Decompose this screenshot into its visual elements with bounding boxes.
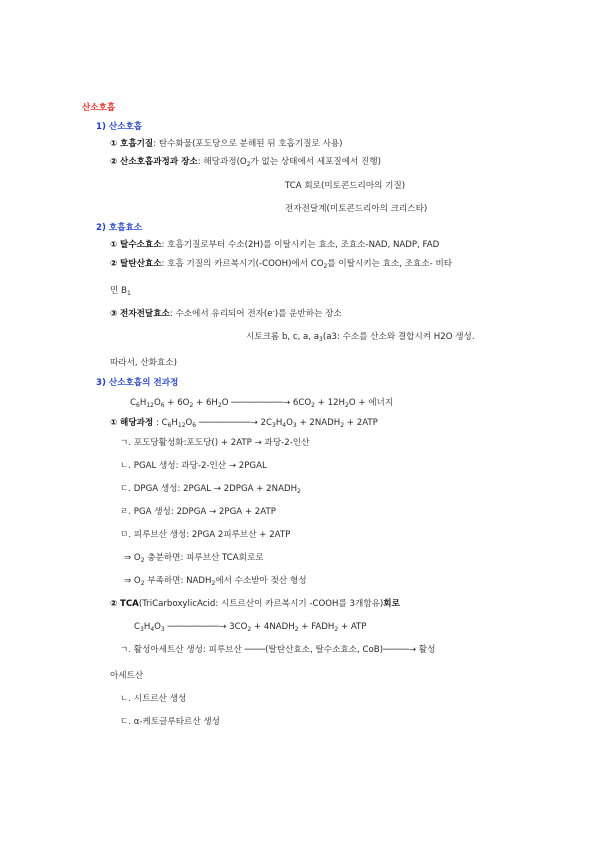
eq-part: O <box>286 418 293 428</box>
line-part: 부족하면: NADH <box>144 576 212 586</box>
eq-part: + 2NADH <box>296 418 341 428</box>
eq-sub: 3 <box>160 626 165 633</box>
s1-item2-num: ② <box>110 157 118 167</box>
line-part: 충분하면: 피루브산 TCA회로로 <box>144 553 264 563</box>
eq-sub: 2 <box>217 402 222 409</box>
tca-step-3: ㄷ. α-케토글루타르산 생성 <box>120 717 220 727</box>
s1-item1-label: 호흡기질 <box>120 139 154 149</box>
tca-label-a: TCA <box>120 599 139 609</box>
eq-part: + 6O <box>164 398 190 408</box>
s1-etc-line: 전자전달계(미토콘드리아의 크리스타) <box>285 204 428 214</box>
s2-conclusion: 따라서, 산화효소) <box>110 358 177 368</box>
eq-sub: 3 <box>272 422 276 429</box>
step-sub: 2 <box>297 488 301 495</box>
eq-part: O <box>185 418 193 428</box>
s2-item1-num: ① <box>110 240 118 250</box>
s1-item1-text: : 탄수화물(포도당으로 분해된 뒤 호흡기질로 사용) <box>153 139 343 149</box>
s2-item2-cont-a: 민 B <box>110 286 127 296</box>
glycolysis-step-3 <box>120 483 301 495</box>
s2-item1-text: : 호흡기질로부터 수소(2H)를 이탈시키는 효소, 조효소-NAD, NADP, FAD <box>161 240 440 250</box>
glycolysis-step-1: ㄱ. 포도당활성화:포도당() + 2ATP → 과당-2-인산 <box>120 438 310 448</box>
eq-sub: 3 <box>292 422 297 429</box>
eq-part: + 6H <box>193 398 218 408</box>
s2-item2-sub: 2 <box>323 263 328 270</box>
s2-item2-cont <box>110 285 131 297</box>
tca-label-c: 회로 <box>383 599 400 609</box>
tca-step-1: ㄱ. 활성아세트산 생성: 피루브산 ────(탈탄산효소, 탈수소효소, CoB)─────→ 활성 <box>120 645 436 655</box>
s2-item3-text-b: )를 운반하는 장소 <box>274 309 342 319</box>
glycolysis-num: ① <box>110 418 118 428</box>
s1-item2-sub: 2 <box>246 161 251 168</box>
eq-part: O <box>154 622 161 632</box>
eq-part: H <box>143 622 151 632</box>
eq-sub: 2 <box>334 626 339 633</box>
line-part: ⇒ O <box>124 576 141 586</box>
eq-part: H <box>275 418 283 428</box>
line-part: ⇒ O <box>124 553 141 563</box>
line-sub: 2 <box>211 580 216 587</box>
glycolysis-label: 해당과정 <box>120 418 154 428</box>
step-text: ㄷ. DPGA 생성: 2PGAL → 2DPGA + 2NADH <box>120 484 298 494</box>
s2-item2-num: ② <box>110 259 118 269</box>
eq-sub: 3 <box>140 626 144 633</box>
section-3-heading: 3) 산소호흡의 전과정 <box>96 378 179 388</box>
eq-sub: 12 <box>146 402 154 409</box>
line-sub: 2 <box>140 557 145 564</box>
page-title: 산소호흡 <box>82 103 116 113</box>
s2-item3-num: ③ <box>110 309 118 319</box>
glycolysis-step-2: ㄴ. PGAL 생성: 과당-2-인산 → 2PGAL <box>120 461 267 471</box>
eq-sub: 2 <box>345 402 349 409</box>
s2-item2-cont-sub: 1 <box>126 290 131 297</box>
eq-part: O ──────────→ 6CO <box>221 398 312 408</box>
eq-part: + 12H <box>314 398 345 408</box>
eq-sub: 6 <box>167 422 172 429</box>
s2-item2-text-a: : 호흡 기질의 카르복시기(-COOH)에서 CO <box>161 259 324 269</box>
eq-part: + ATP <box>338 622 367 632</box>
section-2-heading: 2) 호흡효소 <box>96 223 143 233</box>
eq-sub: 6 <box>192 422 197 429</box>
s2-item3 <box>110 308 342 320</box>
s2-item3-label: 전자전달효소 <box>120 309 170 319</box>
eq-sub: 12 <box>177 422 186 429</box>
eq-sub: 2 <box>189 402 194 409</box>
tca-step-1-cont: 아세트산 <box>110 671 144 681</box>
s1-item2-text-b: 가 없는 상태에서 세포질에서 진행) <box>250 157 382 167</box>
s1-item2-label: 산소호흡과정과 장소 <box>120 157 198 167</box>
tca-label-b: (TriCarboxylicAcid: 시트르산이 카르복시기 -COOH를 3개함유) <box>138 599 384 609</box>
s2-item3-text-a: : 수소에서 유리되어 전자(e <box>169 309 273 319</box>
o2-lack-line <box>124 575 307 587</box>
s1-item2-text-a: : 해당과정(O <box>197 157 247 167</box>
line-part: 에서 수소받아 젖산 형성 <box>215 576 307 586</box>
s1-item1 <box>110 138 343 150</box>
eq-part: : C <box>153 418 168 428</box>
eq-part: O <box>153 398 161 408</box>
eq-sub: 6 <box>136 402 140 409</box>
eq-part: ──────────→ 2C <box>196 418 272 428</box>
eq-sub: 2 <box>340 422 345 429</box>
s2-item2 <box>110 258 452 270</box>
s2-cyto-sub: 3 <box>319 336 323 343</box>
s1-item1-num: ① <box>110 139 118 149</box>
s2-item3-sup: - <box>272 308 275 315</box>
tca-equation <box>134 621 366 633</box>
glycolysis-step-5: ㅁ. 피루브산 생성: 2PGA 2피루브산 + 2ATP <box>120 530 291 540</box>
eq-part: + 2ATP <box>344 418 378 428</box>
eq-part: C <box>130 398 137 408</box>
s2-cyto-a: 시토크롬 b, c, a, a <box>246 332 320 342</box>
s1-tca-line: TCA 회로(미토콘드리아의 기질) <box>285 181 406 191</box>
eq-sub: 4 <box>150 626 155 633</box>
eq-part: + FADH <box>298 622 335 632</box>
eq-part: + 4NADH <box>251 622 295 632</box>
eq-sub: 2 <box>294 626 299 633</box>
eq-sub: 4 <box>282 422 287 429</box>
tca-step-2: ㄴ. 시트르산 생성 <box>120 694 187 704</box>
eq-part: C <box>134 622 141 632</box>
eq-sub: 2 <box>247 626 252 633</box>
section-1-heading: 1) 산소호흡 <box>96 122 143 132</box>
s3-tca-heading <box>110 598 400 610</box>
eq-sub: 6 <box>160 402 165 409</box>
eq-sub: 2 <box>311 402 315 409</box>
line-sub: 2 <box>140 580 145 587</box>
s3-glycolysis-heading <box>110 417 378 429</box>
eq-part: H <box>171 418 178 428</box>
tca-num: ② <box>110 599 118 609</box>
o2-enough-line <box>124 552 264 564</box>
s2-cyto-b: (a3: 수소를 산소와 결합시켜 H2O 생성. <box>322 332 475 342</box>
s3-overall-equation <box>130 397 393 409</box>
s2-item1-label: 탈수소효소 <box>120 240 162 250</box>
glycolysis-step-4: ㄹ. PGA 생성: 2DPGA → 2PGA + 2ATP <box>120 507 276 517</box>
s1-item2 <box>110 156 381 168</box>
eq-part: ──────────→ 3CO <box>164 622 248 632</box>
s2-item2-text-b: 를 이탈시키는 효소, 조효소- 비타 <box>327 259 453 269</box>
eq-part: O + 에너지 <box>348 398 394 408</box>
eq-part: H <box>139 398 147 408</box>
s2-item2-label: 탈탄산효소 <box>120 259 162 269</box>
s2-item1 <box>110 239 439 251</box>
s2-cytochrome-line <box>246 331 475 343</box>
